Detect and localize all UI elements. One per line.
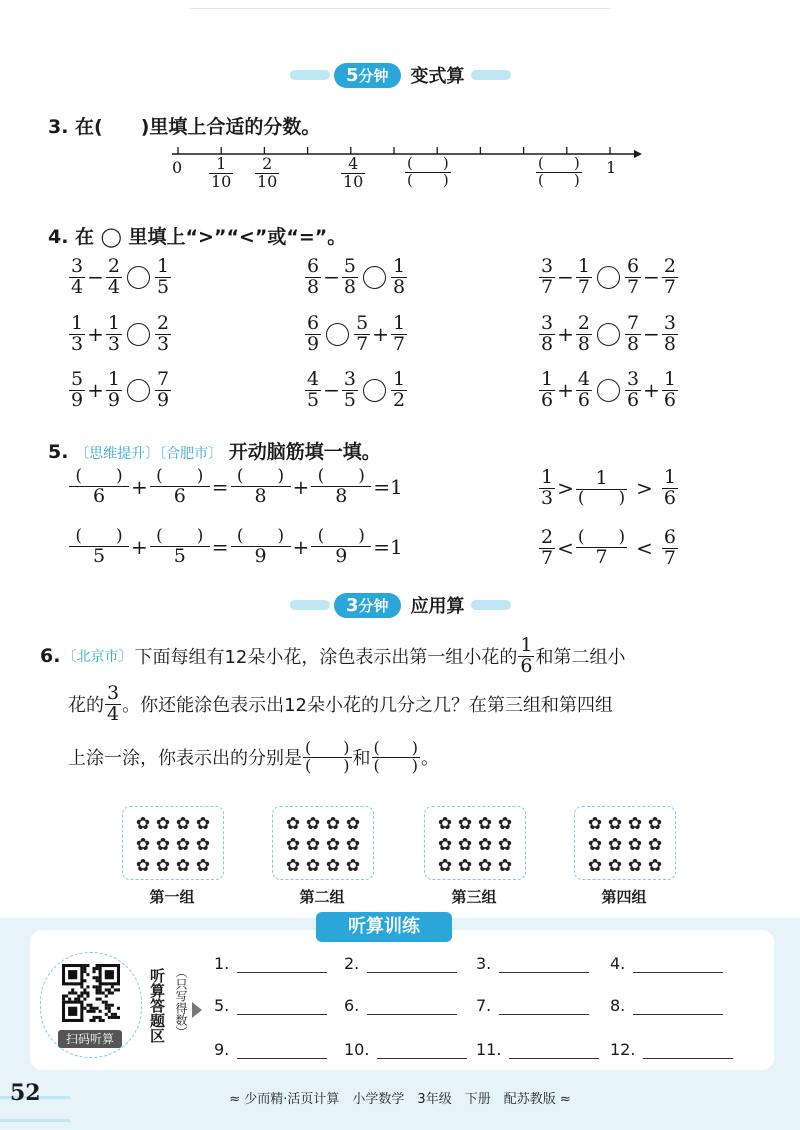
flower-group-label: 第二组 [299,888,345,906]
fraction: $\frac{6}{7}$ [626,255,640,298]
operator: = [211,475,229,500]
section-title: 变式算 [410,66,465,87]
operator: − [323,265,340,290]
q5-eq1 [68,468,404,507]
fraction: $\frac{1}{9}$ [107,368,120,411]
fraction: $\frac{2}{3}$ [156,312,170,355]
q4-expression-2a [68,314,172,355]
answer-line[interactable] [237,1044,327,1059]
fraction: $\frac{4}{5}$ [307,368,320,411]
q4-expression-2c [538,314,679,355]
answer-line[interactable] [499,958,589,973]
flower-icon[interactable]: ✿ [135,856,151,876]
answer-slot [344,954,457,973]
flower-icon[interactable]: ✿ [155,856,171,876]
answer-number: 4. [610,954,626,973]
blank-fraction[interactable]: $\frac{( )}{9}$ [231,528,291,567]
fraction: $\frac{1}{8}$ [392,255,406,298]
footer-text: ≈ 少而精·活页计算 小学数学 3年级 下册 配苏教版 ≈ [229,1092,571,1107]
flower-group-label: 第三组 [451,888,497,906]
flower-icon[interactable]: ✿ [135,814,151,834]
flower-icon[interactable]: ✿ [457,856,473,876]
q3-title: 3. 在( )里填上合适的分数。 [48,116,321,138]
answer-number: 5. [214,996,230,1015]
answer-slot [344,1040,467,1059]
answer-slot [344,996,457,1015]
q5-title: 5. 〔思维提升〕〔合肥市〕 开动脑筋填一填。 [48,441,381,463]
fraction: $\frac{2}{7}$ [663,255,676,298]
answer-line[interactable] [237,1000,327,1015]
flower-icon[interactable]: ✿ [325,856,341,876]
nl-label-4-10: $\frac{4}{10}$ [343,154,364,191]
flower-icon[interactable]: ✿ [325,835,341,855]
operator: + [557,378,574,403]
fraction: $\frac{1}{7}$ [577,255,590,298]
answer-number: 6. [344,996,360,1015]
nl-label-1: 1 [606,158,617,177]
flower-icon[interactable]: ✿ [285,814,301,834]
operator: − [643,265,660,290]
flower-icon[interactable]: ✿ [477,814,493,834]
flower-icon[interactable]: ✿ [647,835,663,855]
answer-number: 12. [610,1040,636,1059]
operator: − [643,322,660,347]
answer-slot [610,1040,733,1059]
flower-icon[interactable]: ✿ [587,835,603,855]
listening-title: 听算训练 [316,912,452,942]
compare-circle[interactable] [597,379,620,402]
flower-icon[interactable]: ✿ [607,856,623,876]
operator: − [557,265,574,290]
q5-eq2 [68,528,404,567]
fraction: $\frac{3}{8}$ [663,312,676,355]
compare-circle[interactable] [127,323,150,346]
fraction: $\frac{7}{8}$ [626,312,640,355]
blank-fraction[interactable]: $\frac{( )}{8}$ [311,468,371,507]
blank-fraction[interactable]: $\frac{( )}{5}$ [69,528,129,567]
flower-group-1[interactable] [122,806,224,880]
answer-line[interactable] [633,1000,723,1015]
flower-icon[interactable]: ✿ [437,835,453,855]
q6-blank-2[interactable]: $\frac{( )}{( )}$ [373,738,418,775]
flower-icon[interactable]: ✿ [305,835,321,855]
operator: + [292,535,310,560]
q6-line-2: 花的 $\frac{3}{4}$ 。你还能涂色表示出12朵小花的几分之几？在第三组和第四组 [68,682,613,725]
equals-one: =1 [373,535,403,560]
answer-line[interactable] [633,958,723,973]
top-rule [190,8,610,9]
q4-expression-1c [538,257,679,298]
flower-icon[interactable]: ✿ [155,814,171,834]
compare-circle[interactable] [127,379,150,402]
time-pill: 5分钟 [334,63,401,88]
q4-expression-3c [538,370,679,411]
flower-icon[interactable]: ✿ [497,856,513,876]
flower-icon[interactable]: ✿ [345,856,361,876]
q4-expression-3b [304,370,408,411]
section-title: 应用算 [410,596,465,617]
nl-blank-b[interactable]: $\frac{( )}{( )}$ [538,154,580,189]
answer-area-label: 听算答题区 [148,968,166,1043]
answer-number: 9. [214,1040,230,1059]
fraction: $\frac{5}{7}$ [356,312,369,355]
flower-icon[interactable]: ✿ [497,835,513,855]
time-pill: 3分钟 [334,593,401,618]
q4-expression-3a [68,370,172,411]
flower-icon[interactable]: ✿ [587,856,603,876]
q5-ineq1-blank[interactable]: $\frac{1}{( )}$ [577,467,626,508]
flower-icon[interactable]: ✿ [195,814,211,834]
answer-slot [214,1040,327,1059]
qr-label: 扫码听算 [58,1030,122,1048]
operator: + [87,322,104,347]
nl-label-1-10: $\frac{1}{10}$ [211,154,232,191]
operator: + [372,322,389,347]
equals-one: =1 [373,475,403,500]
fraction: $\frac{1}{3}$ [107,312,120,355]
fraction: $\frac{5}{8}$ [343,255,356,298]
compare-circle[interactable] [597,323,620,346]
answer-line[interactable] [509,1044,599,1059]
answer-area-note: （只写得数） [174,966,188,1038]
fraction: $\frac{1}{7}$ [392,312,406,355]
answer-line[interactable] [367,958,457,973]
flower-icon[interactable]: ✿ [627,856,643,876]
section-banner-variant [290,62,511,88]
operator: + [292,475,310,500]
operator: + [643,378,660,403]
answer-number: 8. [610,996,626,1015]
flower-icon[interactable]: ✿ [305,814,321,834]
flower-icon[interactable]: ✿ [345,814,361,834]
q6-line-3: 上涂一涂，你表示出的分别是 $\frac{( )}{( )}$ 和 $\frac{( )}{( )}$ 。 [68,738,439,775]
fraction: $\frac{1}{5}$ [156,255,170,298]
answer-slot [476,1040,599,1059]
answer-number: 7. [476,996,492,1015]
operator: + [557,322,574,347]
answer-number: 1. [214,954,230,973]
tag-hefei: 〔合肥市〕 [159,446,223,462]
flower-icon[interactable]: ✿ [135,835,151,855]
compare-circle[interactable] [363,379,386,402]
answer-line[interactable] [499,1000,589,1015]
flower-icon[interactable]: ✿ [647,856,663,876]
answer-number: 2. [344,954,360,973]
fraction: $\frac{1}{2}$ [392,368,406,411]
tag-thinking: 〔思维提升〕 [75,446,160,462]
answer-arrow-icon [192,1002,202,1018]
q4-title: 4. 在 ◯ 里填上“>”“<”或“=”。 [48,226,347,248]
answer-slot [476,954,589,973]
compare-circle[interactable] [326,323,349,346]
q5-ineq-1: $\frac{1}{3}$ > $\frac{1}{( )}$ > $\frac{1}{6}$ [541,466,676,509]
flower-icon[interactable]: ✿ [607,835,623,855]
flower-icon[interactable]: ✿ [285,856,301,876]
flower-icon[interactable]: ✿ [325,814,341,834]
fraction: $\frac{1}{6}$ [541,368,554,411]
flower-icon[interactable]: ✿ [587,814,603,834]
fraction: $\frac{3}{7}$ [541,255,554,298]
blank-fraction[interactable]: $\frac{( )}{8}$ [231,468,291,507]
compare-circle[interactable] [363,266,386,289]
flower-icon[interactable]: ✿ [437,856,453,876]
flower-icon[interactable]: ✿ [627,814,643,834]
fraction: $\frac{1}{6}$ [663,368,676,411]
fraction: $\frac{5}{9}$ [71,368,84,411]
operator: = [211,535,229,560]
flower-icon[interactable]: ✿ [477,835,493,855]
flower-icon[interactable]: ✿ [457,835,473,855]
blank-fraction[interactable]: $\frac{( )}{6}$ [150,468,210,507]
flower-icon[interactable]: ✿ [175,814,191,834]
compare-circle[interactable] [597,266,620,289]
flower-icon[interactable]: ✿ [477,856,493,876]
flower-icon[interactable]: ✿ [285,835,301,855]
answer-line[interactable] [367,1000,457,1015]
nl-label-2-10: $\frac{2}{10}$ [257,154,278,191]
answer-number: 11. [476,1040,502,1059]
q5-ineq-2: $\frac{2}{7}$ < $\frac{( )}{7}$ < $\frac{6}{7}$ [541,526,676,569]
answer-number: 10. [344,1040,370,1059]
q6-blank-1[interactable]: $\frac{( )}{( )}$ [305,738,350,775]
q5-ineq2-blank[interactable]: $\frac{( )}{7}$ [577,527,626,568]
flower-group-label: 第四组 [601,888,647,906]
nl-blank-a[interactable]: $\frac{( )}{( )}$ [407,154,449,189]
blank-fraction[interactable]: $\frac{( )}{6}$ [69,468,129,507]
answer-slot [214,996,327,1015]
fraction: $\frac{4}{6}$ [577,368,590,411]
page-number: 52 [10,1080,41,1106]
fraction: $\frac{2}{4}$ [107,255,120,298]
tag-beijing: 〔北京市〕 [62,649,133,666]
flower-icon[interactable]: ✿ [627,835,643,855]
flower-icon[interactable]: ✿ [607,814,623,834]
fraction: $\frac{1}{3}$ [71,312,84,355]
fraction: $\frac{3}{5}$ [343,368,356,411]
fraction: $\frac{2}{8}$ [577,312,590,355]
flower-icon[interactable]: ✿ [195,856,211,876]
fraction: $\frac{3}{8}$ [541,312,554,355]
flower-icon[interactable]: ✿ [175,856,191,876]
flower-group-3[interactable] [424,806,526,880]
flower-group-label: 第一组 [149,888,195,906]
flower-icon[interactable]: ✿ [437,814,453,834]
q4-expression-1a [68,257,172,298]
section-banner-applied [290,592,511,618]
answer-slot [214,954,327,973]
answer-number: 3. [476,954,492,973]
fraction: $\frac{3}{6}$ [626,368,640,411]
flower-icon[interactable]: ✿ [155,835,171,855]
flower-group-4[interactable] [574,806,676,880]
operator: − [87,265,104,290]
answer-slot [610,996,723,1015]
flower-icon[interactable]: ✿ [345,835,361,855]
q6-line-1: 6. 〔北京市〕 下面每组有12朵小花，涂色表示出第一组小花的 $\frac{1}{6}$ 和第二组小 [40,634,626,677]
flower-icon[interactable]: ✿ [195,835,211,855]
operator: + [87,378,104,403]
fraction: $\frac{3}{4}$ [71,255,84,298]
blank-fraction[interactable]: $\frac{( )}{9}$ [311,528,371,567]
answer-slot [476,996,589,1015]
answer-line[interactable] [643,1044,733,1059]
operator: − [323,378,340,403]
flower-icon[interactable]: ✿ [457,814,473,834]
flower-icon[interactable]: ✿ [497,814,513,834]
answer-slot [610,954,723,973]
fraction: $\frac{6}{8}$ [307,255,320,298]
operator: + [131,475,148,500]
flower-icon[interactable]: ✿ [175,835,191,855]
flower-icon[interactable]: ✿ [305,856,321,876]
q4-expression-1b [304,257,408,298]
nl-label-0: 0 [172,158,183,177]
fraction: $\frac{6}{9}$ [307,312,320,355]
compare-circle[interactable] [127,266,150,289]
fraction: $\frac{7}{9}$ [156,368,170,411]
answer-line[interactable] [237,958,327,973]
operator: + [131,535,148,560]
answer-line[interactable] [377,1044,467,1059]
qr-code-icon[interactable] [62,964,120,1022]
flower-icon[interactable]: ✿ [647,814,663,834]
q4-expression-2b [304,314,408,355]
blank-fraction[interactable]: $\frac{( )}{5}$ [150,528,210,567]
flower-group-2[interactable] [272,806,374,880]
